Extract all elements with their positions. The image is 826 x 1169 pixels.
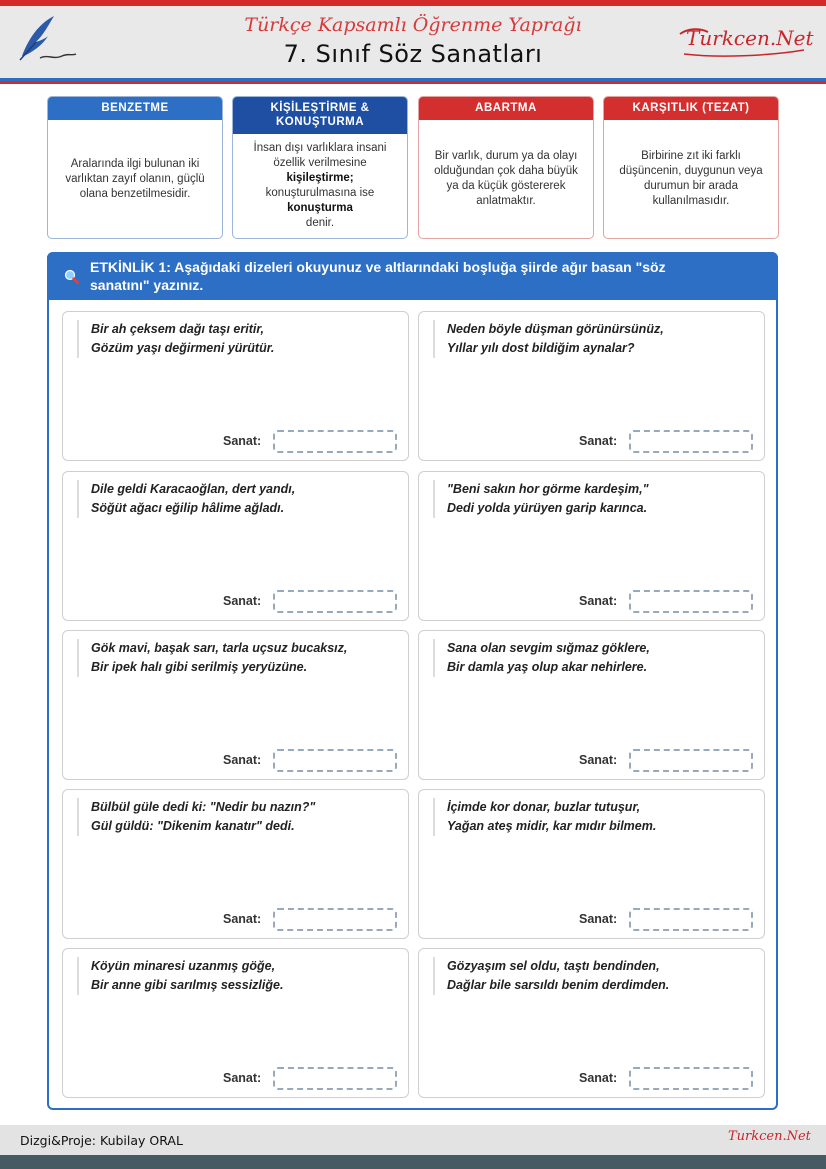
- poem-lines: [77, 480, 398, 518]
- page-title: 7. Sınıf Söz Sanatları: [283, 40, 543, 68]
- poem-line: Dağlar bile sarsıldı benim derdimden.: [447, 978, 670, 992]
- definition-text: Birbirine zıt iki farklı düşüncenin, duygunun veya durumun bir arada kullanılmasıdır.: [619, 150, 763, 207]
- poem-card: [62, 948, 409, 1098]
- magnifier-icon: [64, 269, 80, 285]
- poem-line: İçimde kor donar, buzlar tutuşur,: [447, 800, 641, 814]
- poem-line: Gök mavi, başak sarı, tarla uçsuz bucaksız,: [91, 641, 348, 655]
- definition-text-part: konuşturulmasına ise: [265, 187, 375, 199]
- poem-card: [62, 471, 409, 621]
- poem-line: Köyün minaresi uzanmış göğe,: [91, 959, 276, 973]
- poem-line: Dedi yolda yürüyen garip karınca.: [447, 501, 648, 515]
- poem-card: [418, 311, 765, 461]
- poem-line: Gözüm yaşı değirmeni yürütür.: [91, 341, 275, 355]
- definition-title-line2: KONUŞTURMA: [275, 116, 365, 128]
- poem-line: Bir ipek halı gibi serilmiş yeryüzüne.: [91, 660, 308, 674]
- poem-lines: [433, 320, 754, 358]
- answer-label: Sanat:: [579, 1071, 618, 1085]
- activity-instruction: [90, 258, 760, 294]
- poem-lines: [433, 480, 754, 518]
- definition-card-karsitlik: [603, 96, 779, 239]
- answer-field[interactable]: [273, 749, 397, 772]
- poem-line: "Beni sakın hor görme kardeşim,": [447, 482, 649, 496]
- answer-label: Sanat:: [579, 912, 618, 926]
- answer-label: Sanat:: [223, 434, 262, 448]
- poem-line: Söğüt ağacı eğilip hâlime ağladı.: [91, 501, 285, 515]
- answer-field[interactable]: [273, 1067, 397, 1090]
- poem-line: Sana olan sevgim sığmaz göklere,: [447, 641, 650, 655]
- activity-instruction-line1: ETKİNLİK 1: Aşağıdaki dizeleri okuyunuz ve altlarındaki boşluğa şiirde ağır basan "söz: [90, 259, 666, 275]
- poem-line: Bir anne gibi sarılmış sessizliğe.: [91, 978, 284, 992]
- site-logo: Turkcen.Net: [686, 26, 814, 50]
- definition-title-line1: KİŞİLEŞTİRME &: [270, 102, 370, 114]
- poem-line: Gül güldü: "Dikenim kanatır" dedi.: [91, 819, 295, 833]
- answer-label: Sanat:: [223, 594, 262, 608]
- answer-field[interactable]: [273, 908, 397, 931]
- answer-label: Sanat:: [223, 1071, 262, 1085]
- answer-field[interactable]: [273, 430, 397, 453]
- activity-instruction-line2: sanatını" yazınız.: [90, 277, 204, 293]
- footer-credit: Dizgi&Proje: Kubilay ORAL: [20, 1133, 183, 1148]
- poem-card: [418, 948, 765, 1098]
- poem-card: [418, 630, 765, 780]
- definition-text-part: denir.: [305, 217, 335, 229]
- answer-field[interactable]: [629, 749, 753, 772]
- poem-lines: [433, 798, 754, 836]
- definition-card-benzetme: [47, 96, 223, 239]
- answer-field[interactable]: [629, 430, 753, 453]
- answer-field[interactable]: [629, 908, 753, 931]
- poem-card: [62, 311, 409, 461]
- poem-lines: [77, 957, 398, 995]
- answer-label: Sanat:: [223, 753, 262, 767]
- poem-card: [418, 471, 765, 621]
- page-subtitle: Türkçe Kapsamlı Öğrenme Yaprağı: [244, 14, 582, 36]
- answer-field[interactable]: [629, 590, 753, 613]
- poem-card: [418, 789, 765, 939]
- definition-text: Aralarında ilgi bulunan iki varlıktan zayıf olanın, güçlü olana benzetilmesidir.: [65, 157, 205, 200]
- definition-text: Bir varlık, durum ya da olayı olduğundan çok daha büyük ya da küçük göstererek anlatmaktır.: [434, 150, 578, 207]
- bottom-accent-strip: [0, 1155, 826, 1169]
- definition-card-kisilestirme: [232, 96, 408, 239]
- answer-label: Sanat:: [579, 753, 618, 767]
- definition-title: KARŞITLIK (TEZAT): [604, 97, 778, 120]
- poem-line: Yağan ateş midir, kar mıdır bilmem.: [447, 819, 657, 833]
- header-divider-red: [0, 81, 826, 84]
- definition-text-part: İnsan dışı varlıklara insani özellik verilmesine: [253, 142, 387, 169]
- poem-line: Bir ah çeksem dağı taşı eritir,: [91, 322, 264, 336]
- definition-title: [233, 97, 407, 134]
- answer-label: Sanat:: [579, 594, 618, 608]
- definition-card-abartma: [418, 96, 594, 239]
- poem-lines: [77, 639, 398, 677]
- definition-title: BENZETME: [48, 97, 222, 120]
- poem-card: [62, 789, 409, 939]
- answer-field[interactable]: [629, 1067, 753, 1090]
- definition-title: ABARTMA: [419, 97, 593, 120]
- poem-line: Yıllar yılı dost bildiğim aynalar?: [447, 341, 635, 355]
- answer-label: Sanat:: [579, 434, 618, 448]
- poem-lines: [433, 639, 754, 677]
- footer-logo: Turkcen.Net: [728, 1129, 811, 1144]
- poem-line: Dile geldi Karacaoğlan, dert yandı,: [91, 482, 296, 496]
- definition-text: [233, 134, 407, 238]
- poem-line: Gözyaşım sel oldu, taştı bendinden,: [447, 959, 660, 973]
- definition-term-kisilestirme: kişileştirme;: [286, 172, 354, 184]
- answer-field[interactable]: [273, 590, 397, 613]
- poem-card: [62, 630, 409, 780]
- poem-line: Bir damla yaş olup akar nehirlere.: [447, 660, 648, 674]
- poem-line: Bülbül güle dedi ki: "Nedir bu nazın?": [91, 800, 316, 814]
- poem-line: Neden böyle düşman görünürsünüz,: [447, 322, 664, 336]
- definition-term-konusturma: konuşturma: [287, 202, 353, 214]
- answer-label: Sanat:: [223, 912, 262, 926]
- poem-lines: [77, 320, 398, 358]
- poem-lines: [433, 957, 754, 995]
- poem-lines: [77, 798, 398, 836]
